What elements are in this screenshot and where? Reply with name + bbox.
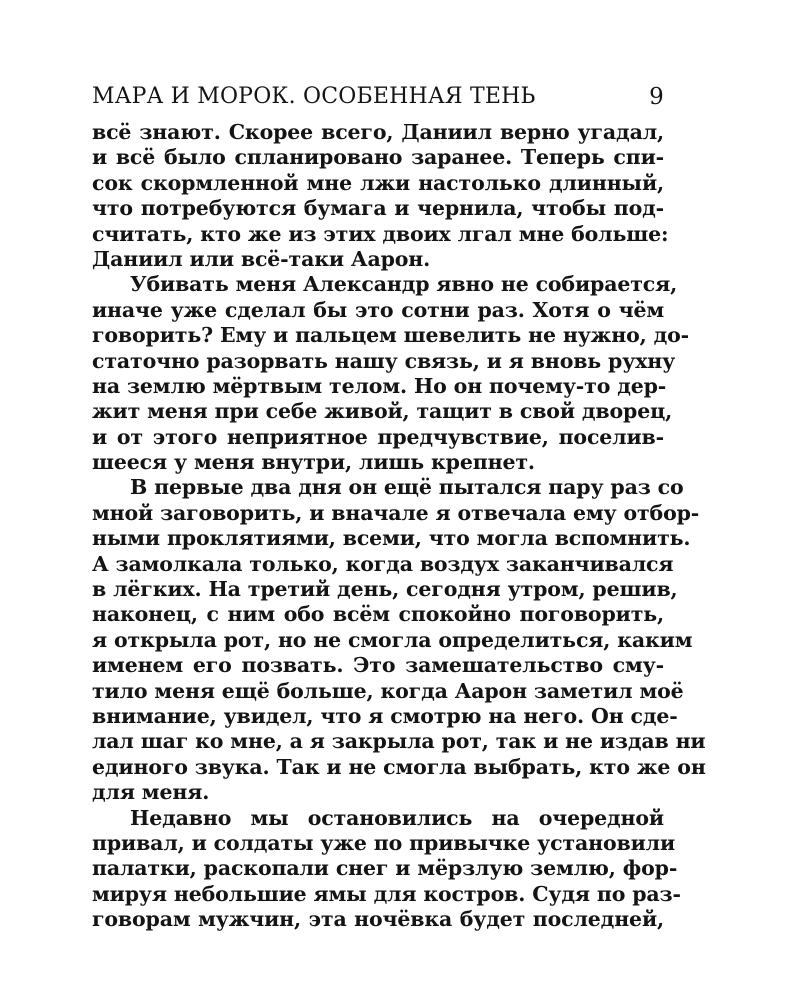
body-text <box>92 120 706 933</box>
text-line: внимание, увидел, что я смотрю на него. Он сде- <box>92 703 678 728</box>
running-head <box>92 80 664 114</box>
text-line: Даниил или всё-таки Аарон. <box>92 246 431 271</box>
text-line: и от этого неприятное предчувствие, поселив- <box>92 424 664 449</box>
text-line: шееся у меня внутри, лишь крепнет. <box>92 450 535 475</box>
text-line: что потребуются бумага и чернила, чтобы под- <box>92 196 664 221</box>
text-line: на землю мёртвым телом. Но он почему-то дер- <box>92 373 667 398</box>
paragraph <box>92 475 706 805</box>
text-line: всё знают. Скорее всего, Даниил верно угадал, <box>92 120 664 144</box>
text-line: иначе уже сделал бы это сотни раз. Хотя о чём <box>92 297 664 322</box>
text-line: лал шаг ко мне, а я закрыла рот, так и не издав ни <box>92 729 706 754</box>
text-line: А замолкала только, когда воздух заканчивался <box>92 551 674 576</box>
text-line: тило меня ещё больше, когда Аарон заметил моё <box>92 678 684 703</box>
text-line: наконец, с ним обо всём спокойно поговорить, <box>92 602 664 627</box>
text-line: жит меня при себе живой, тащит в свой дворец, <box>92 399 673 424</box>
text-line: Убивать меня Александр явно не собирается, <box>130 272 678 297</box>
text-line: мной заговорить, и вначале я отвечала ему отбор- <box>92 500 700 525</box>
text-line: для меня. <box>92 780 210 805</box>
text-line: я открыла рот, но не смогла определиться, каким <box>92 627 693 652</box>
paragraph <box>92 805 681 933</box>
text-line: говорам мужчин, эта ночёвка будет последней, <box>92 907 664 932</box>
text-line: и всё было спланировано заранее. Теперь спи- <box>92 145 664 170</box>
paragraph <box>92 120 669 272</box>
text-line: ными проклятиями, всеми, что могла вспомнить. <box>92 526 691 551</box>
text-line: палатки, раскопали снег и мёрзлую землю, фор- <box>92 856 678 881</box>
text-line: именем его позвать. Это замешательство сму- <box>92 653 664 678</box>
text-line: в лёгких. На третий день, сегодня утром, решив, <box>92 577 678 602</box>
text-line: сок скормленной мне лжи настолько длинный, <box>92 170 664 195</box>
text-line: говорить? Ему и пальцем шевелить не нужно, до- <box>92 323 689 348</box>
text-line: привал, и солдаты уже по привычке установили <box>92 830 676 855</box>
text-line: единого звука. Так и не смогла выбрать, кто же он <box>92 754 706 779</box>
text-line: мируя небольшие ямы для костров. Судя по раз- <box>92 881 681 906</box>
page-number: 9 <box>649 84 664 110</box>
text-line: Недавно мы остановились на очередной <box>130 805 664 830</box>
text-line: статочно разорвать нашу связь, и я вновь рухну <box>92 348 676 373</box>
text-line: В первые два дня он ещё пытался пару раз со <box>130 475 684 500</box>
running-title: МАРА И МОРОК. ОСОБЕННАЯ ТЕНЬ <box>92 84 536 109</box>
paragraph <box>92 272 689 475</box>
text-line: считать, кто же из этих двоих лгал мне больше: <box>92 221 669 246</box>
